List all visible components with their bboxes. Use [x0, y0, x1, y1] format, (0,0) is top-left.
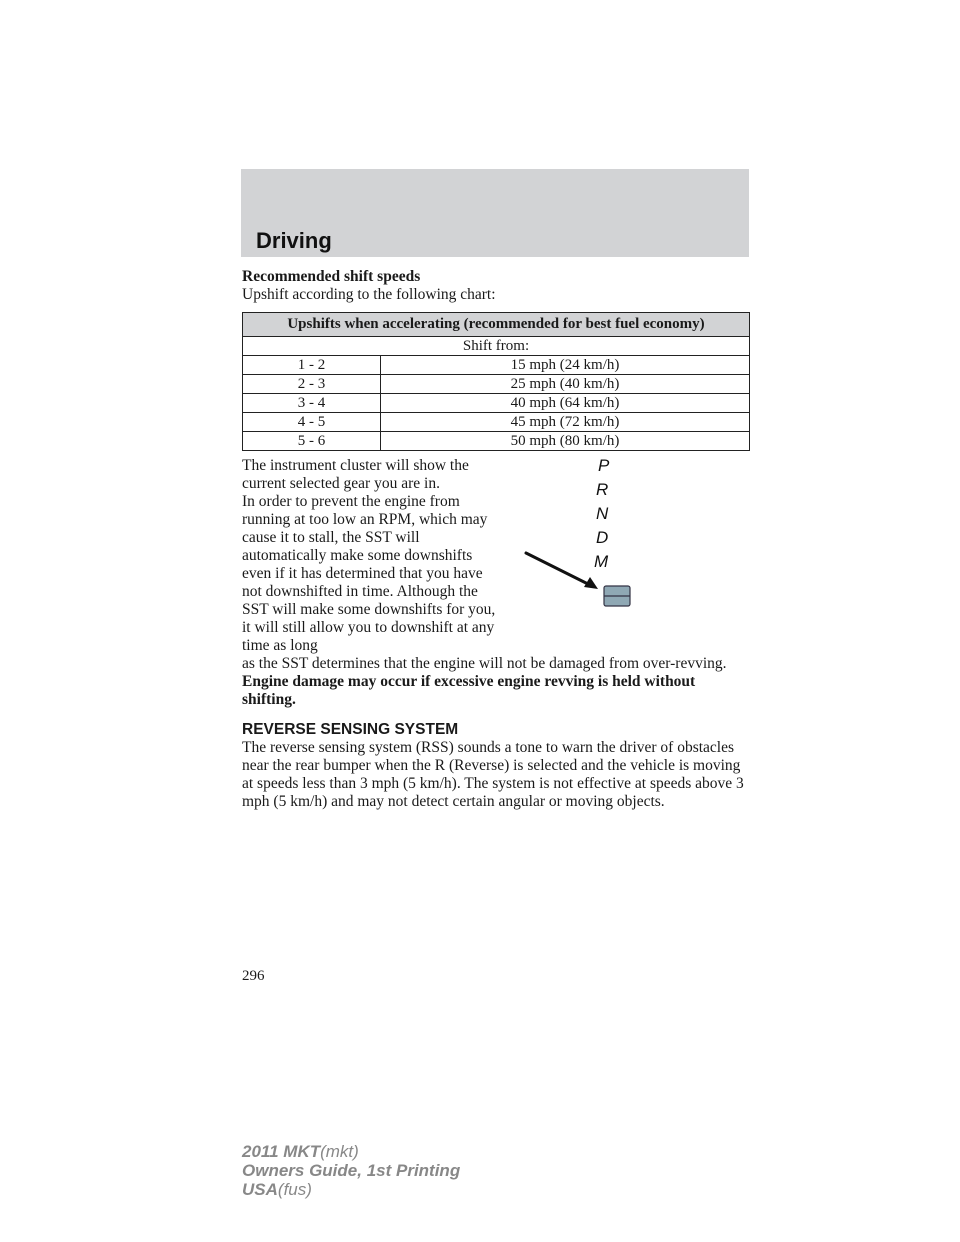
- gear-cell: 3 - 4: [243, 394, 381, 413]
- reverse-sensing-text: The reverse sensing system (RSS) sounds a tone to warn the driver of obstacles near the rear bumper when the R (Reverse) is selected and the vehicle is moving at speeds less than 3 mph (5 km/h). The system is not effective at speeds above 3 mph (5 km/h) and may not detect certain angular or moving objects.: [242, 739, 744, 810]
- table-row: [243, 394, 750, 413]
- table-row: [243, 413, 750, 432]
- arrow-icon: [516, 547, 656, 613]
- upshift-table-header: Upshifts when accelerating (recommended for best fuel economy): [243, 313, 750, 337]
- gear-display-icon: [603, 585, 633, 609]
- footer-market-code: (fus): [277, 1180, 312, 1199]
- gear-cell: 2 - 3: [243, 375, 381, 394]
- page-content: [242, 268, 750, 811]
- speed-cell: 45 mph (72 km/h): [381, 413, 750, 432]
- upshift-table: [242, 312, 750, 451]
- reverse-sensing-heading: REVERSE SENSING SYSTEM: [242, 721, 459, 738]
- gear-indicator-figure: [516, 457, 656, 617]
- gear-cell: 5 - 6: [243, 432, 381, 451]
- footer-model-code: (mkt): [320, 1142, 359, 1161]
- upshift-table-subheader: Shift from:: [243, 337, 750, 356]
- print-footer: [242, 1142, 460, 1199]
- page-number: 296: [242, 968, 265, 984]
- table-row: [243, 375, 750, 394]
- table-row: [243, 432, 750, 451]
- engine-damage-warning: Engine damage may occur if excessive engine revving is held without shifting.: [242, 673, 696, 708]
- gear-letter-d: D: [596, 528, 609, 547]
- speed-cell: 50 mph (80 km/h): [381, 432, 750, 451]
- gear-letter-m: M: [594, 552, 609, 571]
- footer-printing: Owners Guide, 1st Printing: [242, 1161, 461, 1180]
- gear-letter-n: N: [596, 504, 609, 523]
- downshift-paragraph: In order to prevent the engine from running at too low an RPM, which may cause it to stall, the SST will automatically make some downshifts even if it has determined that you have not downshifted in time. Although the SST will make some downshifts for you, it will still allow you to downshift at any time as long: [242, 493, 496, 654]
- cluster-paragraph: The instrument cluster will show the current selected gear you are in.: [242, 457, 469, 492]
- speed-cell: 25 mph (40 km/h): [381, 375, 750, 394]
- shift-speeds-heading: Recommended shift speeds: [242, 268, 421, 285]
- gear-cell: 4 - 5: [243, 413, 381, 432]
- speed-cell: 15 mph (24 km/h): [381, 356, 750, 375]
- downshift-paragraph-tail: as the SST determines that the engine will not be damaged from over-revving.: [242, 655, 727, 672]
- footer-model: 2011 MKT: [242, 1142, 321, 1161]
- gear-letter-r: R: [596, 480, 609, 499]
- shift-speeds-intro: Upshift according to the following chart:: [242, 286, 496, 303]
- gear-letter-p: P: [598, 456, 610, 475]
- table-row: [243, 356, 750, 375]
- section-title: Driving: [256, 228, 332, 253]
- footer-market: USA: [242, 1180, 278, 1199]
- gear-display-block: [242, 457, 750, 655]
- speed-cell: 40 mph (64 km/h): [381, 394, 750, 413]
- gear-cell: 1 - 2: [243, 356, 381, 375]
